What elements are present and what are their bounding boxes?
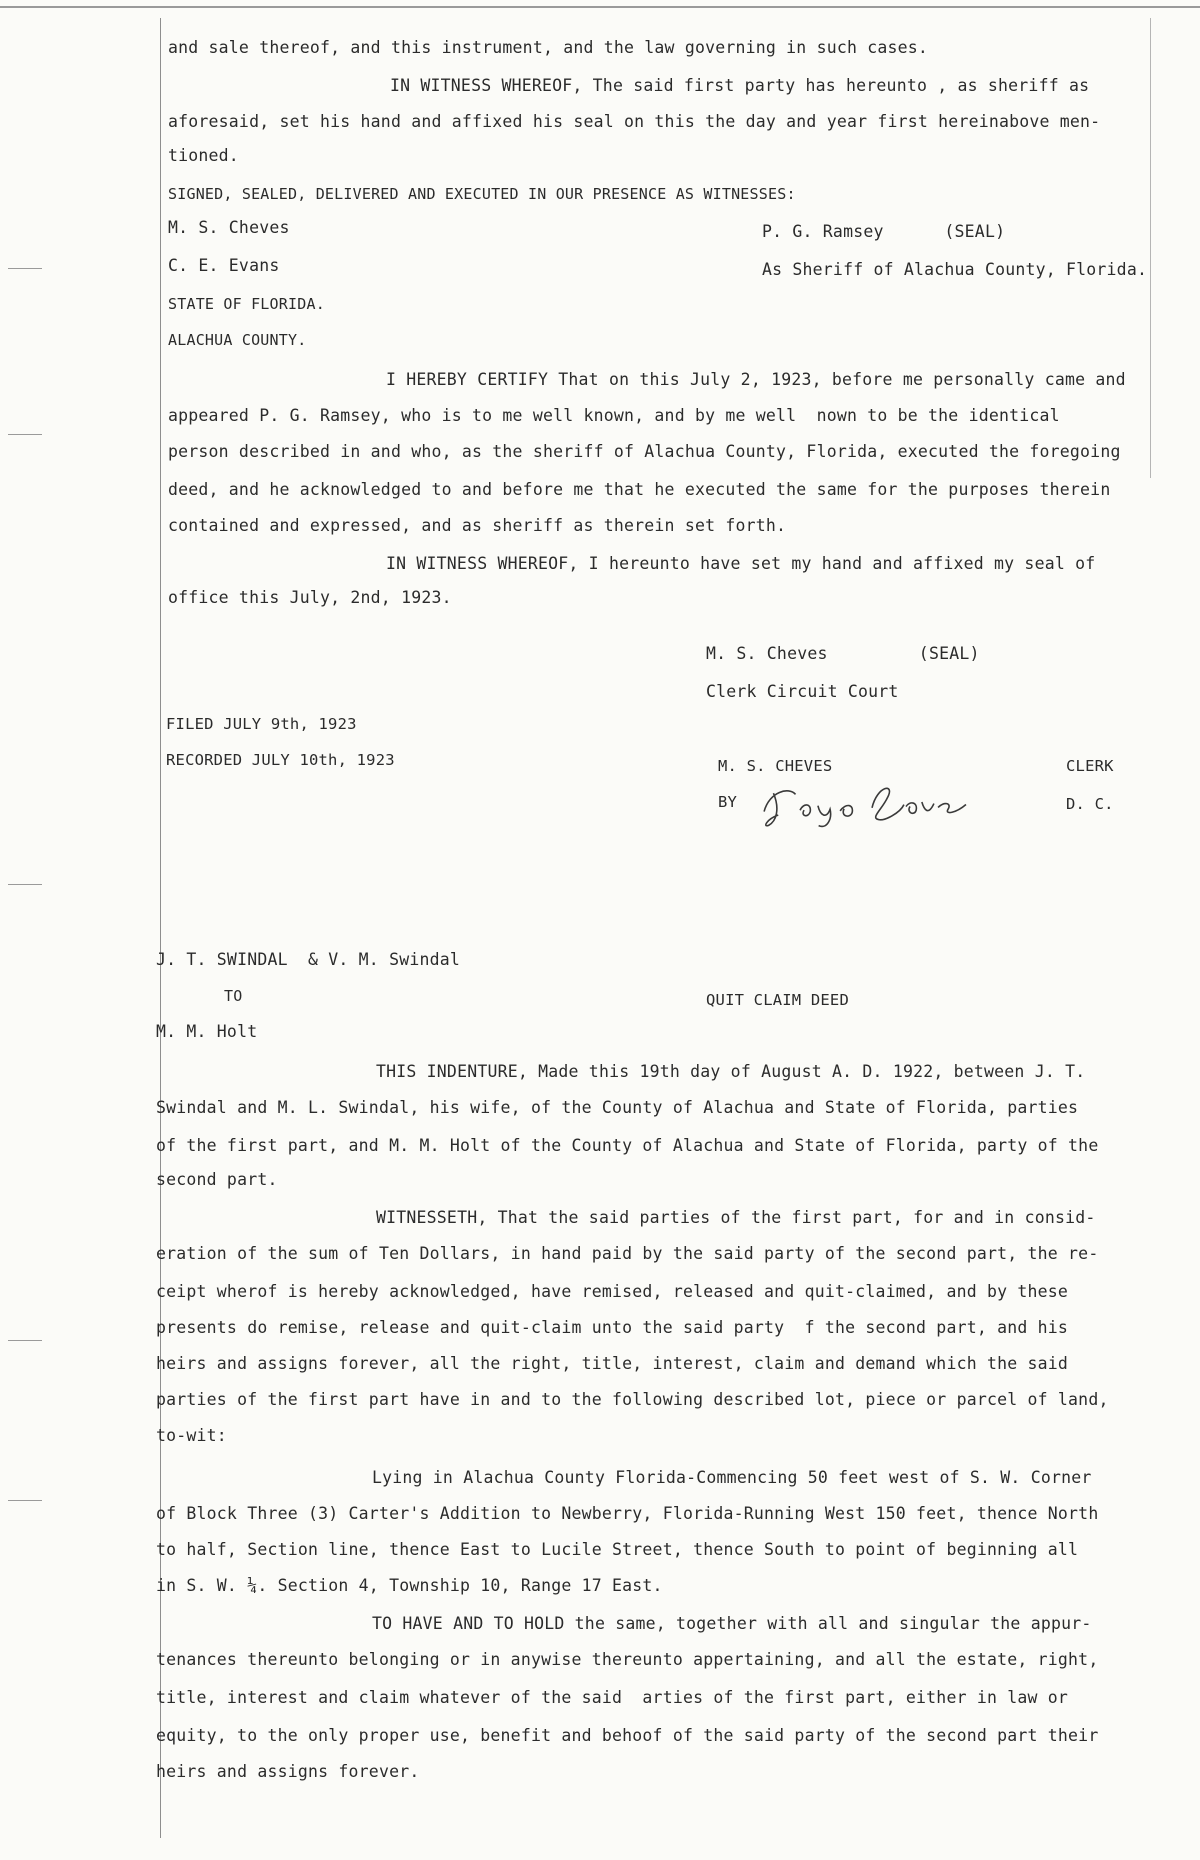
binder-tick (8, 434, 42, 435)
county-heading: ALACHUA COUNTY. (168, 331, 307, 349)
text-line: TO HAVE AND TO HOLD the same, together with all and singular the appur- (372, 1614, 1092, 1633)
witness-name: M. S. Cheves (168, 218, 290, 237)
clerk-signature: M. S. Cheves (SEAL) (706, 644, 980, 663)
clerk-stamp: M. S. CHEVES (718, 757, 833, 775)
left-margin-rule (160, 18, 161, 1838)
binder-tick (8, 1340, 42, 1341)
deed-type: QUIT CLAIM DEED (706, 991, 849, 1009)
right-margin-rule (1150, 18, 1151, 478)
text-line: heirs and assigns forever, all the right, title, interest, claim and demand which the said (156, 1354, 1069, 1373)
text-line: of the first part, and M. M. Holt of the County of Alachua and State of Florida, party of the (156, 1136, 1099, 1155)
binder-tick (8, 268, 42, 269)
text-line: office this July, 2nd, 1923. (168, 588, 452, 607)
text-line: in S. W. ¼. Section 4, Township 10, Range 17 East. (156, 1576, 663, 1595)
text-line: equity, to the only proper use, benefit and behoof of the said party of the second part their (156, 1726, 1099, 1745)
text-line: IN WITNESS WHEREOF, The said first party has hereunto , as sheriff as (390, 76, 1090, 95)
text-line: aforesaid, set his hand and affixed his seal on this the day and year first hereinabove men- (168, 112, 1101, 131)
dc-label: D. C. (1066, 795, 1114, 813)
filed-date: FILED JULY 9th, 1923 (166, 715, 357, 733)
recorded-date: RECORDED JULY 10th, 1923 (166, 751, 395, 769)
sheriff-title: As Sheriff of Alachua County, Florida. (762, 260, 1148, 279)
handwritten-signature (759, 774, 971, 839)
top-rule (0, 6, 1200, 8)
text-line: to half, Section line, thence East to Lucile Street, thence South to point of beginning all (156, 1540, 1079, 1559)
witness-name: C. E. Evans (168, 256, 280, 275)
binder-tick (8, 1500, 42, 1501)
to-label: TO (224, 987, 243, 1005)
text-line: I HEREBY CERTIFY That on this July 2, 1923, before me personally came and (386, 370, 1126, 389)
binder-tick (8, 884, 42, 885)
sheriff-signature: P. G. Ramsey (SEAL) (762, 222, 1006, 241)
text-line: deed, and he acknowledged to and before me that he executed the same for the purposes therein (168, 480, 1111, 499)
signature-scrawl (759, 774, 971, 831)
text-line: Lying in Alachua County Florida-Commencing 50 feet west of S. W. Corner (372, 1468, 1092, 1487)
text-line: and sale thereof, and this instrument, and the law governing in such cases. (168, 38, 929, 57)
text-line: tioned. (168, 146, 239, 165)
grantee-name: M. M. Holt (156, 1022, 258, 1041)
witness-heading: SIGNED, SEALED, DELIVERED AND EXECUTED IN OUR PRESENCE AS WITNESSES: (168, 185, 796, 203)
text-line: eration of the sum of Ten Dollars, in hand paid by the said party of the second part, the re- (156, 1244, 1099, 1263)
text-line: WITNESSETH, That the said parties of the first part, for and in consid- (376, 1208, 1096, 1227)
text-line: contained and expressed, and as sheriff as therein set forth. (168, 516, 787, 535)
text-line: ceipt wherof is hereby acknowledged, have remised, released and quit-claimed, and by these (156, 1282, 1069, 1301)
text-line: second part. (156, 1170, 278, 1189)
text-line: of Block Three (3) Carter's Addition to Newberry, Florida-Running West 150 feet, thence North (156, 1504, 1099, 1523)
text-line: appeared P. G. Ramsey, who is to me well known, and by me well nown to be the identical (168, 406, 1060, 425)
text-line: presents do remise, release and quit-claim unto the said party f the second part, and his (156, 1318, 1069, 1337)
text-line: title, interest and claim whatever of the said arties of the first part, either in law or (156, 1688, 1069, 1707)
text-line: person described in and who, as the sheriff of Alachua County, Florida, executed the foregoing (168, 442, 1121, 461)
text-line: tenances thereunto belonging or in anywise thereunto appertaining, and all the estate, right, (156, 1650, 1099, 1669)
text-line: THIS INDENTURE, Made this 19th day of August A. D. 1922, between J. T. (376, 1062, 1086, 1081)
text-line: Swindal and M. L. Swindal, his wife, of the County of Alachua and State of Florida, parties (156, 1098, 1079, 1117)
clerk-label: CLERK (1066, 757, 1114, 775)
text-line: parties of the first part have in and to the following described lot, piece or parcel of land, (156, 1390, 1109, 1409)
text-line: IN WITNESS WHEREOF, I hereunto have set my hand and affixed my seal of (386, 554, 1096, 573)
text-line: to-wit: (156, 1426, 227, 1445)
grantor-names: J. T. SWINDAL & V. M. Swindal (156, 950, 461, 969)
text-line: heirs and assigns forever. (156, 1762, 420, 1781)
state-heading: STATE OF FLORIDA. (168, 295, 325, 313)
by-label: BY (718, 793, 738, 811)
clerk-title: Clerk Circuit Court (706, 682, 899, 701)
